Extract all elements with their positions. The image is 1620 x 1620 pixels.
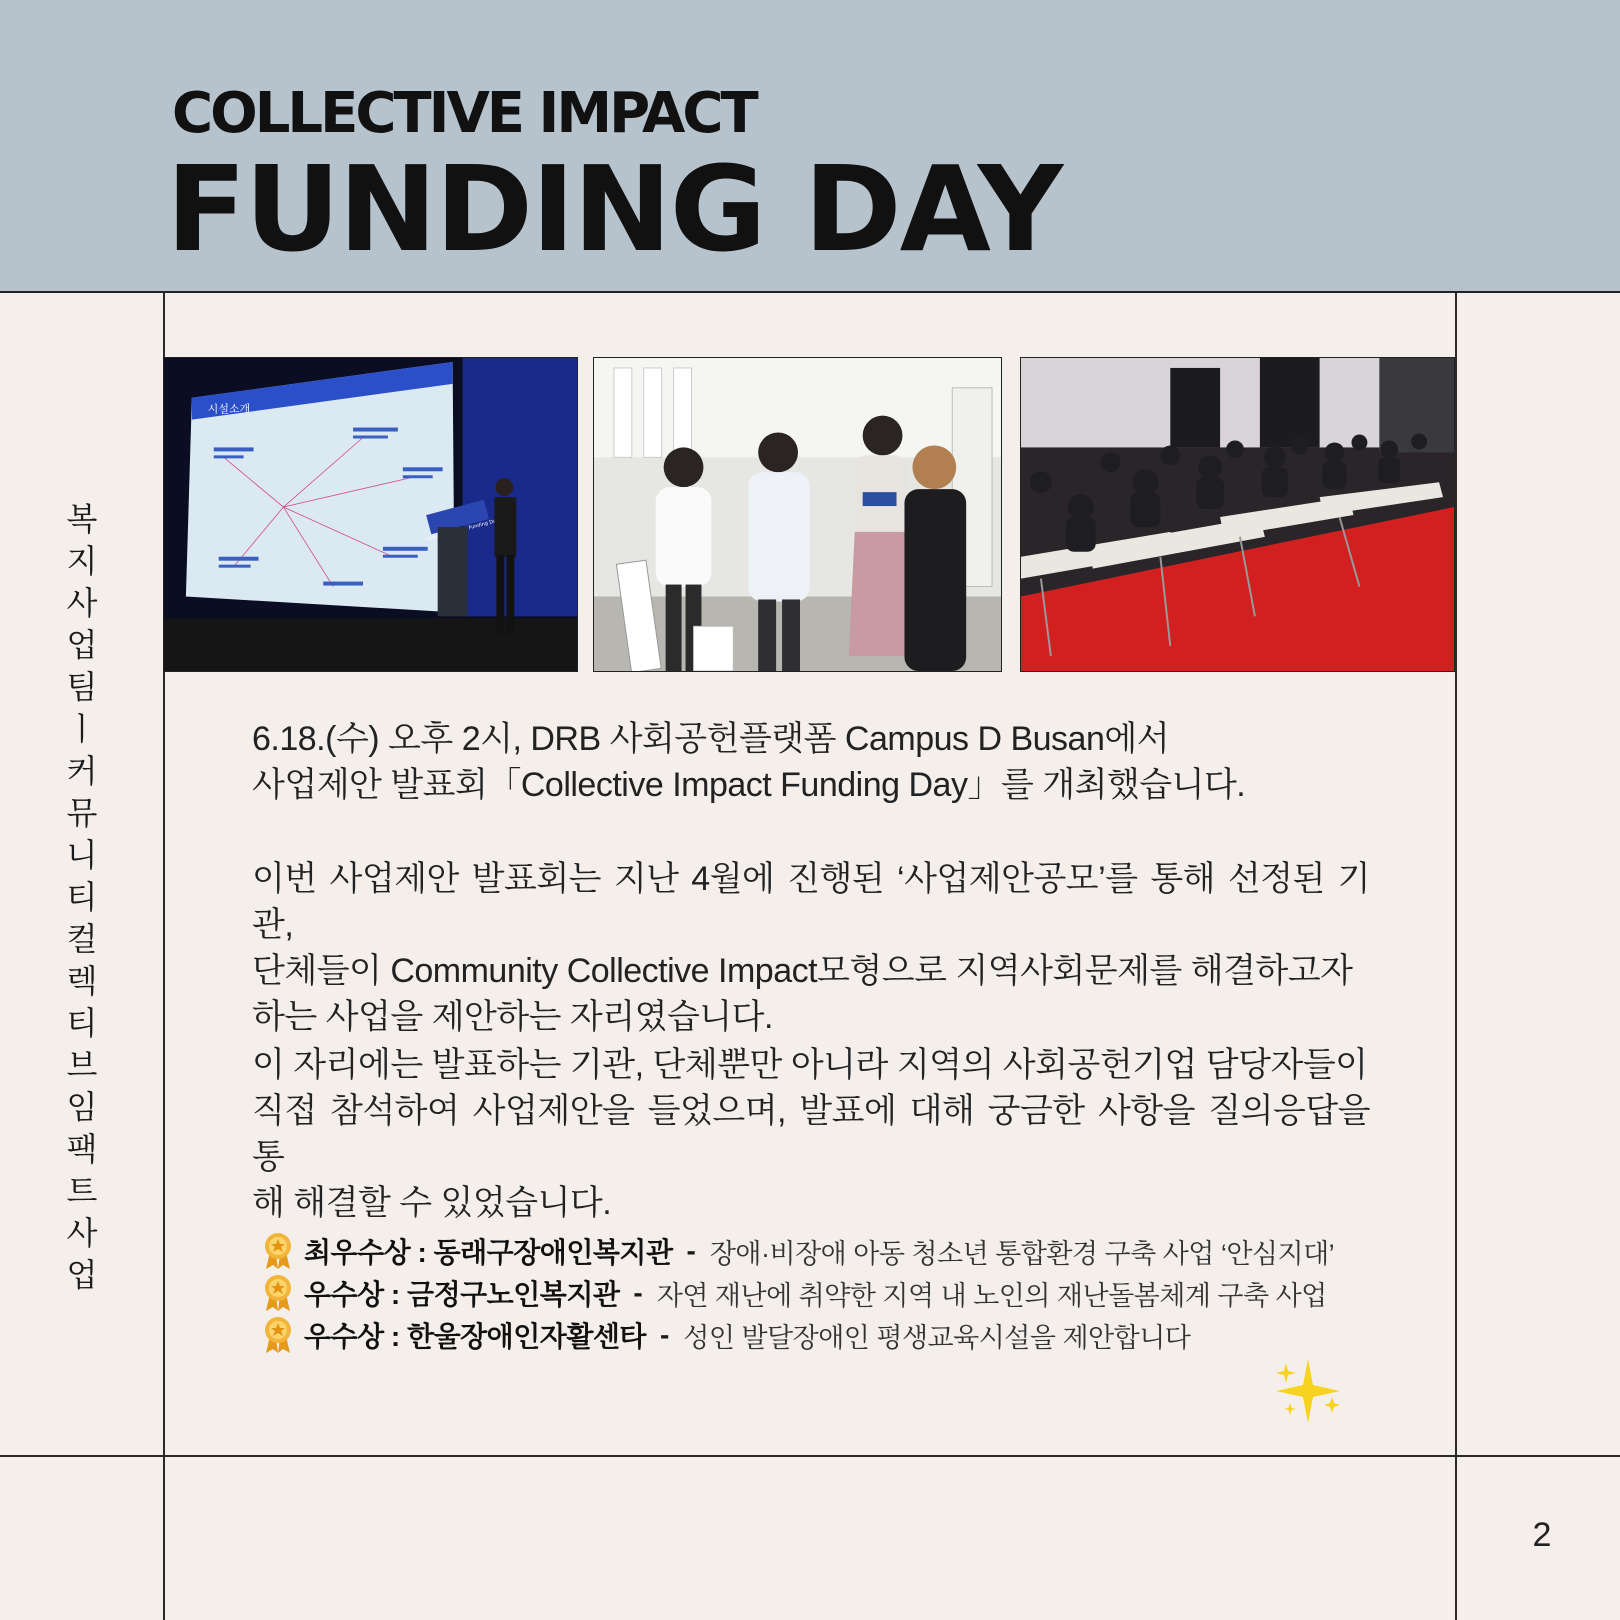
podium-banner-text: Collective Funding Day — [424, 517, 500, 543]
purpose-line-1: 이번 사업제안 발표회는 지난 4월에 진행된 ‘사업제안공모’를 통해 선정된 기관, — [252, 860, 1370, 944]
frame-line-bottom — [0, 1455, 1620, 1457]
slide-title: 시설소개 — [207, 402, 251, 416]
networking-photo — [593, 357, 1002, 672]
award-title: 우수상 : 금정구노인복지관 — [304, 1279, 620, 1310]
medal-icon — [262, 1232, 294, 1270]
participants-line-3: 해 해결할 수 있었습니다. — [252, 1184, 612, 1222]
sparkle-icon — [1268, 1355, 1348, 1427]
awards-list — [262, 1230, 1412, 1356]
award-description: 성인 발달장애인 평생교육시설을 제안합니다 — [683, 1322, 1191, 1353]
award-description: 장애·비장애 아동 청소년 통합환경 구축 사업 ‘안심지대’ — [709, 1238, 1335, 1269]
event-intro-paragraph — [252, 716, 1370, 808]
award-title: 최우수상 : 동래구장애인복지관 — [304, 1237, 673, 1268]
award-row-excellence-1 — [262, 1272, 1412, 1314]
award-title: 우수상 : 한울장애인자활센타 — [304, 1321, 646, 1352]
award-description: 자연 재난에 취약한 지역 내 노인의 재난돌봄체계 구축 사업 — [656, 1280, 1327, 1311]
audience-photo — [1020, 357, 1455, 672]
intro-line-1: 6.18.(수) 오후 2시, DRB 사회공헌플랫폼 Campus D Busan에서 — [252, 720, 1170, 758]
page-number: 2 — [1532, 1516, 1552, 1554]
intro-line-2: 사업제안 발표회「Collective Impact Funding Day」를 개최했습니다. — [252, 766, 1246, 804]
frame-line-right — [1455, 293, 1457, 1620]
title-funding-day: FUNDING DAY — [166, 140, 1062, 278]
participants-line-1: 이 자리에는 발표하는 기관, 단체뿐만 아니라 지역의 사회공헌기업 담당자들이 — [252, 1046, 1368, 1084]
title-collective-impact: COLLECTIVE IMPACT — [172, 81, 756, 146]
medal-icon — [262, 1316, 294, 1354]
medal-icon — [262, 1274, 294, 1312]
header-banner — [0, 0, 1620, 293]
vertical-team-label: 복지사업팀ㅣ커뮤니티컬렉티브임팩트 사업 — [66, 500, 98, 1294]
participants-line-2: 직접 참석하여 사업제안을 들었으며, 발표에 대해 궁금한 사항을 질의응답을 통 — [252, 1092, 1370, 1176]
purpose-line-3: 하는 사업을 제안하는 자리였습니다. — [252, 998, 773, 1036]
purpose-line-2: 단체들이 Community Collective Impact모형으로 지역사회문제를 해결하고자 — [252, 952, 1353, 990]
award-row-grand — [262, 1230, 1412, 1272]
presentation-photo — [163, 357, 578, 672]
award-row-excellence-2 — [262, 1314, 1412, 1356]
event-purpose-paragraph — [252, 856, 1370, 1040]
award-separator: - — [659, 1319, 670, 1350]
award-separator: - — [633, 1277, 643, 1308]
event-participants-paragraph — [252, 1042, 1370, 1226]
award-separator: - — [686, 1235, 696, 1266]
